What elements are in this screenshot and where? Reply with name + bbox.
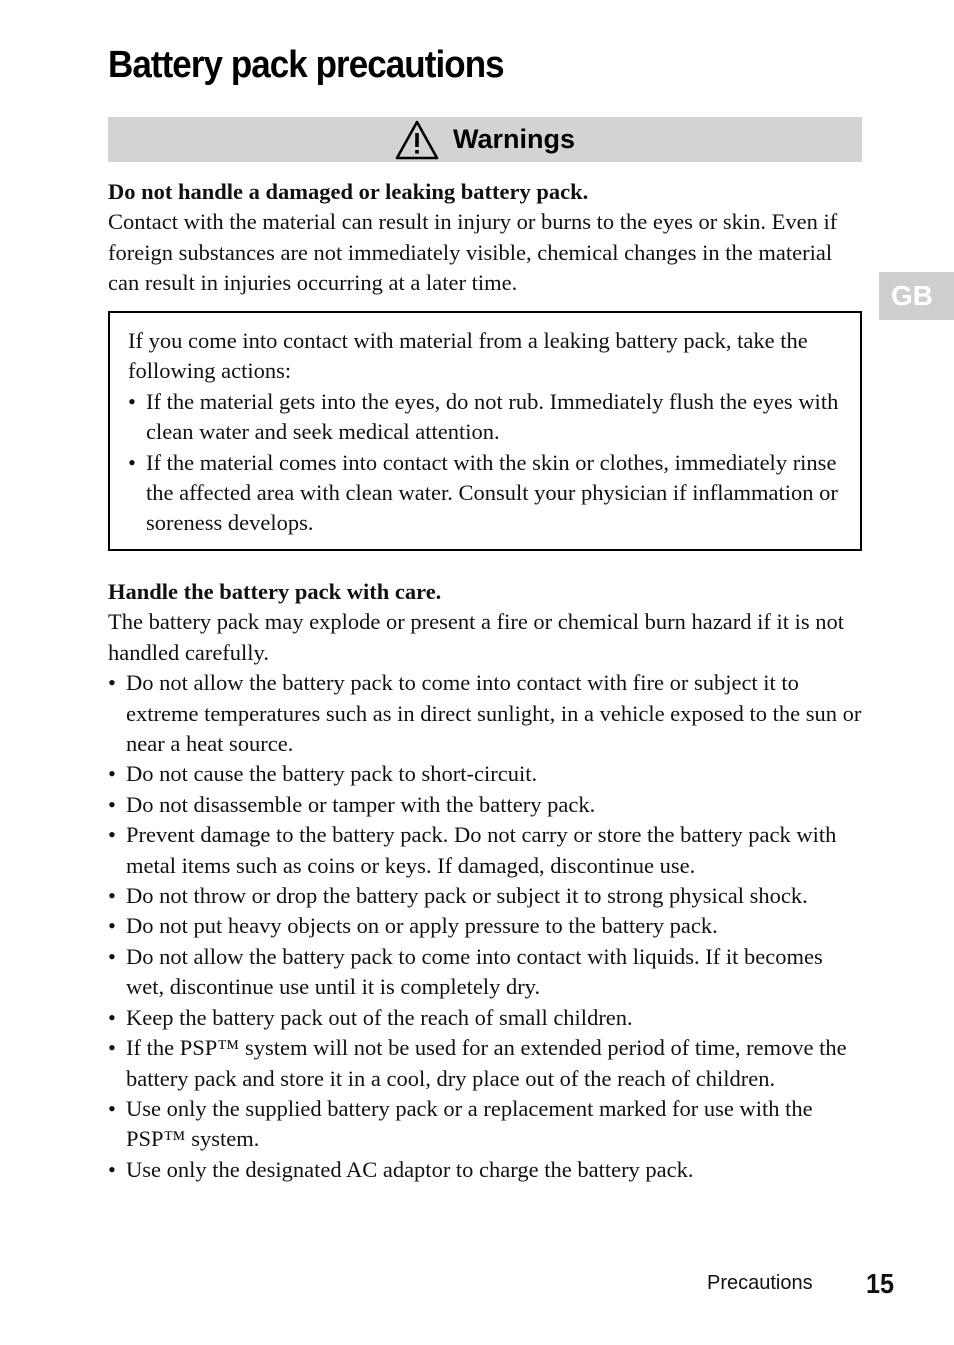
box-list [128, 387, 842, 539]
section-heading: Do not handle a damaged or leaking battery pack. [108, 179, 589, 204]
damaged-battery-section [108, 177, 862, 299]
warnings-title: Warnings [452, 124, 575, 154]
list-item: • Do not put heavy objects on or apply pressure to the battery pack. [108, 911, 862, 941]
list-item: • Keep the battery pack out of the reach of small children. [108, 1003, 862, 1033]
handle-with-care-section [108, 577, 862, 1185]
list-item: • Do not disassemble or tamper with the battery pack. [108, 790, 862, 820]
leak-actions-box [108, 311, 862, 551]
list-item: • Do not cause the battery pack to short-circuit. [108, 759, 862, 789]
warnings-header [108, 117, 862, 162]
section-body: The battery pack may explode or present a fire or chemical burn hazard if it is not handled carefully. [108, 609, 844, 665]
list-item: • Do not throw or drop the battery pack or subject it to strong physical shock. [108, 881, 862, 911]
list-item: • Do not allow the battery pack to come into contact with liquids. If it becomes wet, discontinue use until it is completely dry. [108, 942, 862, 1003]
list-item: • Use only the designated AC adaptor to charge the battery pack. [108, 1155, 862, 1185]
section-body: Contact with the material can result in injury or burns to the eyes or skin. Even if foreign substances are not immediately visible, chemical changes in the material can result in injuries occurring at a later time. [108, 209, 838, 296]
list-item: • Prevent damage to the battery pack. Do not carry or store the battery pack with metal items such as coins or keys. If damaged, discontinue use. [108, 820, 862, 881]
list-item: • If the material comes into contact with the skin or clothes, immediately rinse the affected area with clean water. Consult your physician if inflammation or soreness develops. [128, 448, 842, 539]
list-item: • Do not allow the battery pack to come into contact with fire or subject it to extreme temperatures such as in direct sunlight, in a vehicle exposed to the sun or near a heat source. [108, 668, 862, 759]
list-item: • Use only the supplied battery pack or a replacement marked for use with the PSP™ system. [108, 1094, 862, 1155]
care-list [108, 668, 862, 1185]
box-intro: If you come into contact with material from a leaking battery pack, take the following actions: [128, 328, 808, 384]
footer-section-label: Precautions [707, 1272, 813, 1294]
warning-triangle-icon [395, 120, 439, 160]
list-item: • If the material gets into the eyes, do not rub. Immediately flush the eyes with clean water and seek medical attention. [128, 387, 842, 448]
list-item: • If the PSP™ system will not be used for an extended period of time, remove the battery pack and store it in a cool, dry place out of the reach of children. [108, 1033, 862, 1094]
page-number: 15 [866, 1268, 895, 1299]
section-heading: Handle the battery pack with care. [108, 579, 442, 604]
page-title: Battery pack precautions [108, 44, 504, 86]
language-tab: GB [879, 272, 954, 320]
